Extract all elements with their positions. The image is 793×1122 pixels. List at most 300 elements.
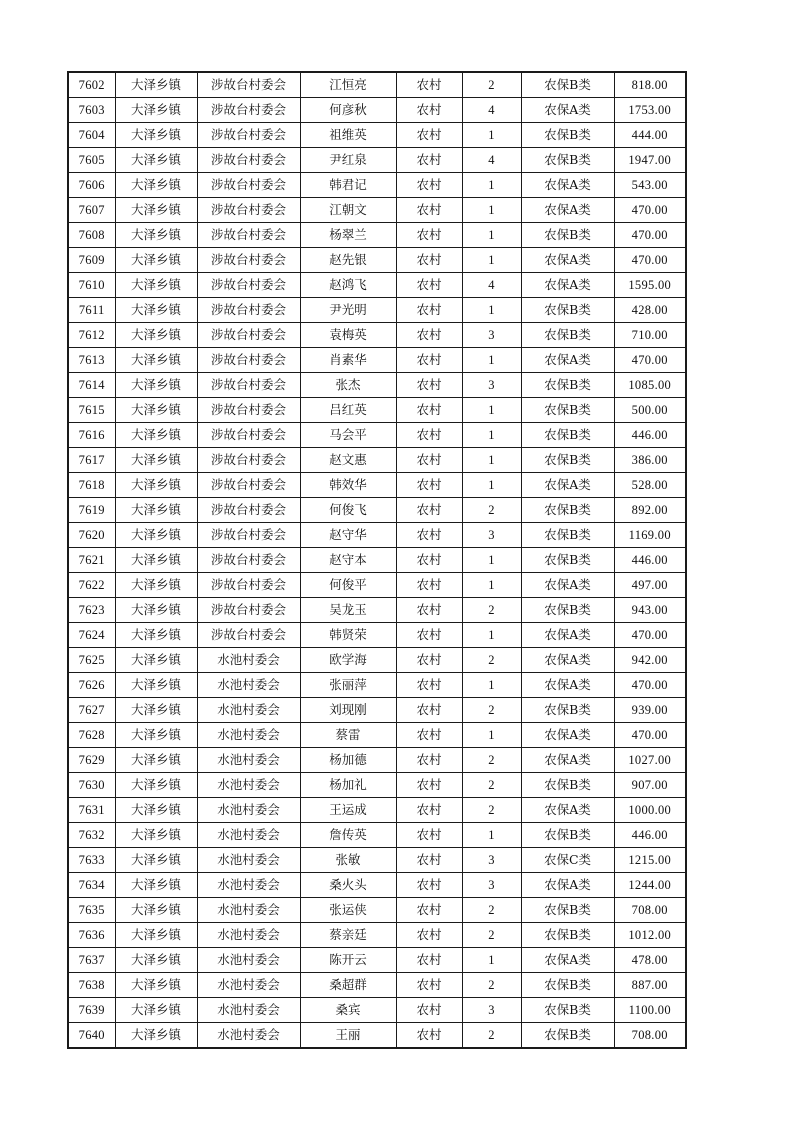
cell-household-type: 农村 bbox=[396, 72, 462, 98]
cell-person-name: 陈开云 bbox=[300, 948, 396, 973]
cell-amount: 497.00 bbox=[614, 573, 686, 598]
cell-insurance-category: 农保A类 bbox=[521, 648, 614, 673]
cell-person-name: 马会平 bbox=[300, 423, 396, 448]
cell-member-count: 2 bbox=[462, 72, 521, 98]
cell-serial-number: 7617 bbox=[68, 448, 115, 473]
cell-village-committee: 水池村委会 bbox=[197, 923, 300, 948]
cell-amount: 887.00 bbox=[614, 973, 686, 998]
cell-township: 大泽乡镇 bbox=[115, 223, 197, 248]
cell-township: 大泽乡镇 bbox=[115, 748, 197, 773]
cell-amount: 1215.00 bbox=[614, 848, 686, 873]
cell-person-name: 桑超群 bbox=[300, 973, 396, 998]
cell-household-type: 农村 bbox=[396, 898, 462, 923]
subsidy-roster-table bbox=[67, 71, 687, 1049]
table-row bbox=[68, 373, 686, 398]
cell-amount: 386.00 bbox=[614, 448, 686, 473]
cell-serial-number: 7628 bbox=[68, 723, 115, 748]
cell-township: 大泽乡镇 bbox=[115, 923, 197, 948]
cell-person-name: 杨加礼 bbox=[300, 773, 396, 798]
cell-member-count: 1 bbox=[462, 398, 521, 423]
cell-household-type: 农村 bbox=[396, 973, 462, 998]
cell-amount: 943.00 bbox=[614, 598, 686, 623]
cell-serial-number: 7624 bbox=[68, 623, 115, 648]
cell-amount: 470.00 bbox=[614, 223, 686, 248]
cell-serial-number: 7614 bbox=[68, 373, 115, 398]
cell-household-type: 农村 bbox=[396, 873, 462, 898]
cell-person-name: 袁梅英 bbox=[300, 323, 396, 348]
cell-member-count: 1 bbox=[462, 823, 521, 848]
table-row bbox=[68, 548, 686, 573]
cell-township: 大泽乡镇 bbox=[115, 723, 197, 748]
cell-person-name: 杨翠兰 bbox=[300, 223, 396, 248]
cell-household-type: 农村 bbox=[396, 923, 462, 948]
cell-household-type: 农村 bbox=[396, 348, 462, 373]
cell-household-type: 农村 bbox=[396, 598, 462, 623]
cell-village-committee: 涉故台村委会 bbox=[197, 148, 300, 173]
cell-insurance-category: 农保B类 bbox=[521, 548, 614, 573]
cell-village-committee: 水池村委会 bbox=[197, 898, 300, 923]
cell-member-count: 2 bbox=[462, 973, 521, 998]
cell-township: 大泽乡镇 bbox=[115, 573, 197, 598]
cell-serial-number: 7610 bbox=[68, 273, 115, 298]
cell-household-type: 农村 bbox=[396, 823, 462, 848]
cell-amount: 446.00 bbox=[614, 823, 686, 848]
cell-insurance-category: 农保A类 bbox=[521, 348, 614, 373]
cell-insurance-category: 农保B类 bbox=[521, 523, 614, 548]
cell-amount: 470.00 bbox=[614, 198, 686, 223]
cell-township: 大泽乡镇 bbox=[115, 448, 197, 473]
cell-township: 大泽乡镇 bbox=[115, 498, 197, 523]
cell-person-name: 何俊平 bbox=[300, 573, 396, 598]
cell-village-committee: 水池村委会 bbox=[197, 698, 300, 723]
cell-insurance-category: 农保A类 bbox=[521, 573, 614, 598]
cell-insurance-category: 农保A类 bbox=[521, 98, 614, 123]
cell-person-name: 刘现刚 bbox=[300, 698, 396, 723]
cell-member-count: 3 bbox=[462, 323, 521, 348]
cell-amount: 478.00 bbox=[614, 948, 686, 973]
cell-village-committee: 涉故台村委会 bbox=[197, 98, 300, 123]
cell-person-name: 赵鸿飞 bbox=[300, 273, 396, 298]
cell-amount: 907.00 bbox=[614, 773, 686, 798]
cell-township: 大泽乡镇 bbox=[115, 823, 197, 848]
cell-insurance-category: 农保A类 bbox=[521, 798, 614, 823]
table-row bbox=[68, 998, 686, 1023]
cell-township: 大泽乡镇 bbox=[115, 623, 197, 648]
cell-household-type: 农村 bbox=[396, 623, 462, 648]
cell-township: 大泽乡镇 bbox=[115, 323, 197, 348]
cell-insurance-category: 农保B类 bbox=[521, 923, 614, 948]
table-row bbox=[68, 573, 686, 598]
cell-person-name: 张敏 bbox=[300, 848, 396, 873]
cell-household-type: 农村 bbox=[396, 373, 462, 398]
table-row bbox=[68, 948, 686, 973]
cell-amount: 1027.00 bbox=[614, 748, 686, 773]
cell-insurance-category: 农保B类 bbox=[521, 773, 614, 798]
cell-serial-number: 7626 bbox=[68, 673, 115, 698]
cell-member-count: 1 bbox=[462, 173, 521, 198]
cell-village-committee: 水池村委会 bbox=[197, 998, 300, 1023]
cell-township: 大泽乡镇 bbox=[115, 473, 197, 498]
table-row bbox=[68, 823, 686, 848]
cell-serial-number: 7638 bbox=[68, 973, 115, 998]
table-row bbox=[68, 748, 686, 773]
cell-township: 大泽乡镇 bbox=[115, 1023, 197, 1049]
cell-serial-number: 7634 bbox=[68, 873, 115, 898]
table-row bbox=[68, 223, 686, 248]
cell-member-count: 1 bbox=[462, 423, 521, 448]
cell-person-name: 韩效华 bbox=[300, 473, 396, 498]
cell-member-count: 1 bbox=[462, 348, 521, 373]
cell-member-count: 1 bbox=[462, 673, 521, 698]
cell-household-type: 农村 bbox=[396, 948, 462, 973]
cell-village-committee: 水池村委会 bbox=[197, 948, 300, 973]
cell-household-type: 农村 bbox=[396, 848, 462, 873]
cell-serial-number: 7618 bbox=[68, 473, 115, 498]
cell-person-name: 赵文惠 bbox=[300, 448, 396, 473]
table-row bbox=[68, 698, 686, 723]
cell-serial-number: 7615 bbox=[68, 398, 115, 423]
cell-insurance-category: 农保B类 bbox=[521, 373, 614, 398]
cell-member-count: 2 bbox=[462, 798, 521, 823]
cell-township: 大泽乡镇 bbox=[115, 373, 197, 398]
cell-insurance-category: 农保B类 bbox=[521, 423, 614, 448]
cell-household-type: 农村 bbox=[396, 498, 462, 523]
cell-village-committee: 涉故台村委会 bbox=[197, 573, 300, 598]
cell-amount: 1085.00 bbox=[614, 373, 686, 398]
cell-household-type: 农村 bbox=[396, 673, 462, 698]
cell-serial-number: 7633 bbox=[68, 848, 115, 873]
cell-insurance-category: 农保B类 bbox=[521, 123, 614, 148]
cell-household-type: 农村 bbox=[396, 98, 462, 123]
cell-village-committee: 涉故台村委会 bbox=[197, 523, 300, 548]
cell-member-count: 4 bbox=[462, 148, 521, 173]
cell-amount: 444.00 bbox=[614, 123, 686, 148]
cell-household-type: 农村 bbox=[396, 773, 462, 798]
cell-amount: 470.00 bbox=[614, 623, 686, 648]
cell-member-count: 3 bbox=[462, 373, 521, 398]
cell-village-committee: 水池村委会 bbox=[197, 798, 300, 823]
cell-amount: 818.00 bbox=[614, 72, 686, 98]
cell-household-type: 农村 bbox=[396, 523, 462, 548]
cell-amount: 1244.00 bbox=[614, 873, 686, 898]
cell-township: 大泽乡镇 bbox=[115, 72, 197, 98]
cell-person-name: 赵守本 bbox=[300, 548, 396, 573]
cell-insurance-category: 农保A类 bbox=[521, 473, 614, 498]
cell-member-count: 2 bbox=[462, 748, 521, 773]
table-row bbox=[68, 848, 686, 873]
cell-serial-number: 7636 bbox=[68, 923, 115, 948]
cell-amount: 1100.00 bbox=[614, 998, 686, 1023]
cell-person-name: 韩君记 bbox=[300, 173, 396, 198]
table-row bbox=[68, 173, 686, 198]
cell-village-committee: 水池村委会 bbox=[197, 823, 300, 848]
table-row bbox=[68, 473, 686, 498]
cell-insurance-category: 农保B类 bbox=[521, 898, 614, 923]
table-row bbox=[68, 72, 686, 98]
cell-village-committee: 涉故台村委会 bbox=[197, 248, 300, 273]
cell-amount: 708.00 bbox=[614, 1023, 686, 1049]
cell-household-type: 农村 bbox=[396, 473, 462, 498]
cell-serial-number: 7606 bbox=[68, 173, 115, 198]
cell-village-committee: 水池村委会 bbox=[197, 873, 300, 898]
cell-household-type: 农村 bbox=[396, 173, 462, 198]
cell-village-committee: 涉故台村委会 bbox=[197, 398, 300, 423]
cell-serial-number: 7635 bbox=[68, 898, 115, 923]
cell-person-name: 吴龙玉 bbox=[300, 598, 396, 623]
cell-insurance-category: 农保B类 bbox=[521, 223, 614, 248]
cell-insurance-category: 农保B类 bbox=[521, 323, 614, 348]
cell-village-committee: 涉故台村委会 bbox=[197, 473, 300, 498]
cell-village-committee: 水池村委会 bbox=[197, 723, 300, 748]
cell-amount: 708.00 bbox=[614, 898, 686, 923]
cell-person-name: 何俊飞 bbox=[300, 498, 396, 523]
cell-village-committee: 涉故台村委会 bbox=[197, 123, 300, 148]
cell-village-committee: 涉故台村委会 bbox=[197, 623, 300, 648]
cell-village-committee: 涉故台村委会 bbox=[197, 198, 300, 223]
cell-member-count: 1 bbox=[462, 948, 521, 973]
cell-serial-number: 7603 bbox=[68, 98, 115, 123]
cell-amount: 710.00 bbox=[614, 323, 686, 348]
cell-person-name: 江恒亮 bbox=[300, 72, 396, 98]
cell-village-committee: 涉故台村委会 bbox=[197, 548, 300, 573]
cell-amount: 1012.00 bbox=[614, 923, 686, 948]
cell-member-count: 2 bbox=[462, 1023, 521, 1049]
cell-member-count: 1 bbox=[462, 623, 521, 648]
cell-serial-number: 7620 bbox=[68, 523, 115, 548]
cell-village-committee: 涉故台村委会 bbox=[197, 498, 300, 523]
cell-serial-number: 7631 bbox=[68, 798, 115, 823]
cell-household-type: 农村 bbox=[396, 798, 462, 823]
cell-village-committee: 涉故台村委会 bbox=[197, 298, 300, 323]
cell-township: 大泽乡镇 bbox=[115, 248, 197, 273]
cell-member-count: 3 bbox=[462, 873, 521, 898]
cell-insurance-category: 农保A类 bbox=[521, 873, 614, 898]
cell-township: 大泽乡镇 bbox=[115, 998, 197, 1023]
cell-serial-number: 7604 bbox=[68, 123, 115, 148]
cell-member-count: 2 bbox=[462, 923, 521, 948]
cell-household-type: 农村 bbox=[396, 323, 462, 348]
cell-person-name: 蔡亲廷 bbox=[300, 923, 396, 948]
cell-serial-number: 7637 bbox=[68, 948, 115, 973]
cell-member-count: 2 bbox=[462, 498, 521, 523]
cell-person-name: 张丽萍 bbox=[300, 673, 396, 698]
cell-serial-number: 7619 bbox=[68, 498, 115, 523]
cell-amount: 942.00 bbox=[614, 648, 686, 673]
cell-serial-number: 7621 bbox=[68, 548, 115, 573]
cell-member-count: 3 bbox=[462, 848, 521, 873]
cell-serial-number: 7611 bbox=[68, 298, 115, 323]
table-row bbox=[68, 198, 686, 223]
cell-village-committee: 水池村委会 bbox=[197, 748, 300, 773]
cell-insurance-category: 农保A类 bbox=[521, 198, 614, 223]
cell-insurance-category: 农保A类 bbox=[521, 273, 614, 298]
cell-village-committee: 涉故台村委会 bbox=[197, 223, 300, 248]
cell-insurance-category: 农保B类 bbox=[521, 148, 614, 173]
table-row bbox=[68, 98, 686, 123]
cell-serial-number: 7616 bbox=[68, 423, 115, 448]
cell-insurance-category: 农保B类 bbox=[521, 298, 614, 323]
cell-household-type: 农村 bbox=[396, 573, 462, 598]
cell-household-type: 农村 bbox=[396, 423, 462, 448]
cell-township: 大泽乡镇 bbox=[115, 348, 197, 373]
cell-household-type: 农村 bbox=[396, 448, 462, 473]
cell-member-count: 2 bbox=[462, 773, 521, 798]
cell-serial-number: 7602 bbox=[68, 72, 115, 98]
cell-village-committee: 涉故台村委会 bbox=[197, 273, 300, 298]
table-row bbox=[68, 598, 686, 623]
cell-serial-number: 7607 bbox=[68, 198, 115, 223]
cell-member-count: 1 bbox=[462, 573, 521, 598]
table-row bbox=[68, 298, 686, 323]
table-row bbox=[68, 448, 686, 473]
cell-amount: 1753.00 bbox=[614, 98, 686, 123]
cell-amount: 892.00 bbox=[614, 498, 686, 523]
table-row bbox=[68, 673, 686, 698]
cell-township: 大泽乡镇 bbox=[115, 123, 197, 148]
table-row bbox=[68, 423, 686, 448]
cell-township: 大泽乡镇 bbox=[115, 523, 197, 548]
cell-person-name: 尹光明 bbox=[300, 298, 396, 323]
cell-person-name: 杨加德 bbox=[300, 748, 396, 773]
cell-serial-number: 7629 bbox=[68, 748, 115, 773]
cell-member-count: 1 bbox=[462, 123, 521, 148]
cell-township: 大泽乡镇 bbox=[115, 948, 197, 973]
table-row bbox=[68, 873, 686, 898]
cell-serial-number: 7622 bbox=[68, 573, 115, 598]
cell-serial-number: 7640 bbox=[68, 1023, 115, 1049]
cell-person-name: 尹红泉 bbox=[300, 148, 396, 173]
cell-serial-number: 7632 bbox=[68, 823, 115, 848]
cell-insurance-category: 农保B类 bbox=[521, 998, 614, 1023]
cell-person-name: 何彦秋 bbox=[300, 98, 396, 123]
table-row bbox=[68, 648, 686, 673]
table-row bbox=[68, 348, 686, 373]
cell-amount: 1595.00 bbox=[614, 273, 686, 298]
cell-person-name: 王丽 bbox=[300, 1023, 396, 1049]
cell-insurance-category: 农保B类 bbox=[521, 398, 614, 423]
cell-person-name: 张运侠 bbox=[300, 898, 396, 923]
cell-insurance-category: 农保A类 bbox=[521, 673, 614, 698]
cell-insurance-category: 农保A类 bbox=[521, 948, 614, 973]
cell-member-count: 1 bbox=[462, 548, 521, 573]
table-row bbox=[68, 923, 686, 948]
table-row bbox=[68, 798, 686, 823]
cell-township: 大泽乡镇 bbox=[115, 698, 197, 723]
table-row bbox=[68, 248, 686, 273]
cell-household-type: 农村 bbox=[396, 648, 462, 673]
cell-member-count: 1 bbox=[462, 723, 521, 748]
cell-village-committee: 涉故台村委会 bbox=[197, 323, 300, 348]
cell-amount: 1000.00 bbox=[614, 798, 686, 823]
cell-member-count: 2 bbox=[462, 698, 521, 723]
cell-insurance-category: 农保B类 bbox=[521, 823, 614, 848]
cell-serial-number: 7627 bbox=[68, 698, 115, 723]
cell-member-count: 1 bbox=[462, 473, 521, 498]
roster-body bbox=[68, 72, 686, 1048]
cell-village-committee: 涉故台村委会 bbox=[197, 598, 300, 623]
cell-person-name: 赵守华 bbox=[300, 523, 396, 548]
cell-serial-number: 7625 bbox=[68, 648, 115, 673]
cell-village-committee: 水池村委会 bbox=[197, 648, 300, 673]
cell-amount: 1169.00 bbox=[614, 523, 686, 548]
cell-amount: 446.00 bbox=[614, 423, 686, 448]
cell-serial-number: 7612 bbox=[68, 323, 115, 348]
cell-person-name: 赵先银 bbox=[300, 248, 396, 273]
cell-household-type: 农村 bbox=[396, 398, 462, 423]
cell-person-name: 詹传英 bbox=[300, 823, 396, 848]
cell-township: 大泽乡镇 bbox=[115, 548, 197, 573]
cell-member-count: 1 bbox=[462, 223, 521, 248]
cell-township: 大泽乡镇 bbox=[115, 898, 197, 923]
cell-household-type: 农村 bbox=[396, 1023, 462, 1049]
cell-insurance-category: 农保B类 bbox=[521, 973, 614, 998]
cell-township: 大泽乡镇 bbox=[115, 423, 197, 448]
cell-serial-number: 7608 bbox=[68, 223, 115, 248]
cell-amount: 1947.00 bbox=[614, 148, 686, 173]
cell-village-committee: 涉故台村委会 bbox=[197, 423, 300, 448]
cell-household-type: 农村 bbox=[396, 998, 462, 1023]
cell-household-type: 农村 bbox=[396, 223, 462, 248]
table-row bbox=[68, 323, 686, 348]
cell-village-committee: 涉故台村委会 bbox=[197, 448, 300, 473]
cell-village-committee: 涉故台村委会 bbox=[197, 348, 300, 373]
cell-insurance-category: 农保B类 bbox=[521, 1023, 614, 1049]
cell-member-count: 1 bbox=[462, 448, 521, 473]
cell-village-committee: 水池村委会 bbox=[197, 1023, 300, 1049]
cell-township: 大泽乡镇 bbox=[115, 973, 197, 998]
cell-township: 大泽乡镇 bbox=[115, 273, 197, 298]
cell-township: 大泽乡镇 bbox=[115, 398, 197, 423]
cell-village-committee: 水池村委会 bbox=[197, 673, 300, 698]
cell-village-committee: 涉故台村委会 bbox=[197, 173, 300, 198]
cell-village-committee: 涉故台村委会 bbox=[197, 373, 300, 398]
cell-township: 大泽乡镇 bbox=[115, 98, 197, 123]
cell-household-type: 农村 bbox=[396, 123, 462, 148]
cell-household-type: 农村 bbox=[396, 248, 462, 273]
cell-member-count: 4 bbox=[462, 273, 521, 298]
cell-township: 大泽乡镇 bbox=[115, 848, 197, 873]
cell-township: 大泽乡镇 bbox=[115, 298, 197, 323]
cell-insurance-category: 农保C类 bbox=[521, 848, 614, 873]
cell-household-type: 农村 bbox=[396, 148, 462, 173]
cell-person-name: 蔡雷 bbox=[300, 723, 396, 748]
cell-household-type: 农村 bbox=[396, 198, 462, 223]
cell-amount: 470.00 bbox=[614, 673, 686, 698]
cell-serial-number: 7630 bbox=[68, 773, 115, 798]
table-row bbox=[68, 898, 686, 923]
table-row bbox=[68, 273, 686, 298]
cell-person-name: 张杰 bbox=[300, 373, 396, 398]
cell-amount: 446.00 bbox=[614, 548, 686, 573]
cell-township: 大泽乡镇 bbox=[115, 598, 197, 623]
cell-insurance-category: 农保A类 bbox=[521, 248, 614, 273]
cell-serial-number: 7639 bbox=[68, 998, 115, 1023]
cell-township: 大泽乡镇 bbox=[115, 773, 197, 798]
cell-person-name: 王运成 bbox=[300, 798, 396, 823]
cell-village-committee: 涉故台村委会 bbox=[197, 72, 300, 98]
cell-person-name: 桑火头 bbox=[300, 873, 396, 898]
cell-household-type: 农村 bbox=[396, 548, 462, 573]
cell-person-name: 吕红英 bbox=[300, 398, 396, 423]
cell-member-count: 3 bbox=[462, 998, 521, 1023]
cell-member-count: 3 bbox=[462, 523, 521, 548]
table-row bbox=[68, 973, 686, 998]
cell-township: 大泽乡镇 bbox=[115, 148, 197, 173]
cell-person-name: 欧学海 bbox=[300, 648, 396, 673]
cell-insurance-category: 农保B类 bbox=[521, 448, 614, 473]
cell-amount: 470.00 bbox=[614, 248, 686, 273]
cell-township: 大泽乡镇 bbox=[115, 673, 197, 698]
